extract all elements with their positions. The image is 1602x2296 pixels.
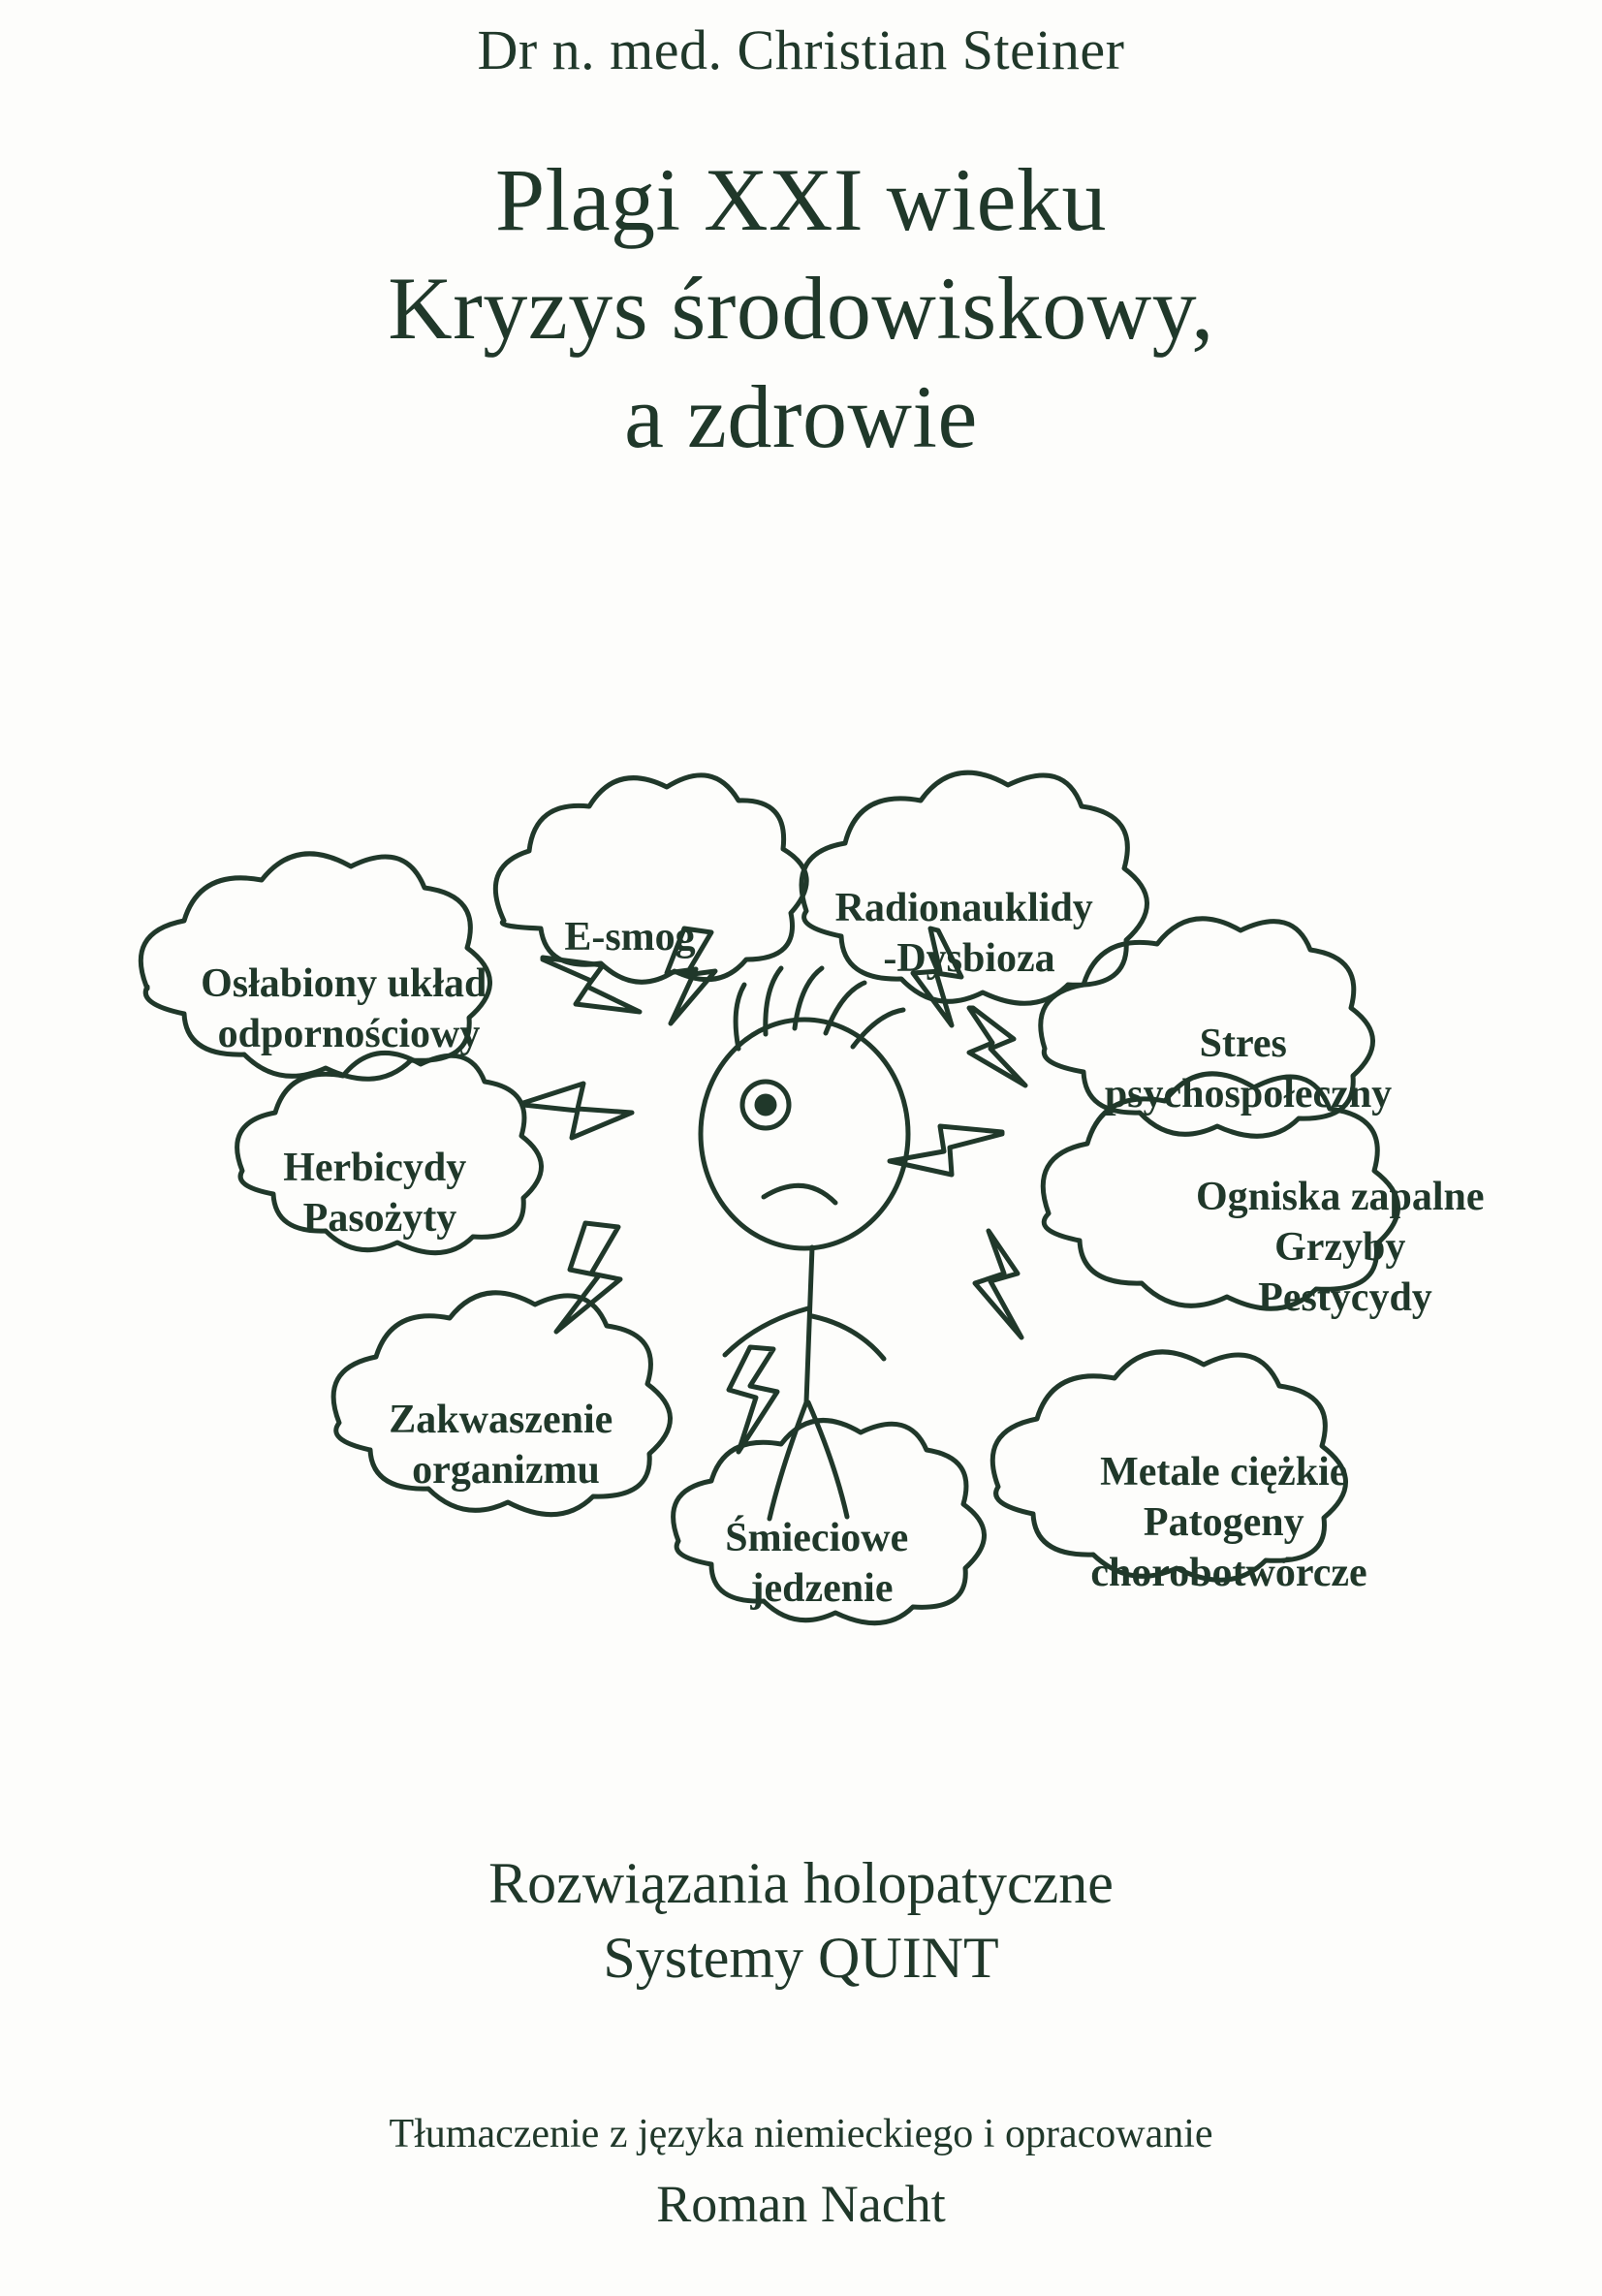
cloud-label-metale: Metale ciężkie Patogeny chorobotwórcze bbox=[1090, 1450, 1367, 1595]
author-name: Dr n. med. Christian Steiner bbox=[477, 18, 1125, 81]
cloud-label-stres: Stres psychospołeczny bbox=[1104, 1022, 1393, 1117]
title-line-2: Kryzys środowiskowy, bbox=[388, 259, 1214, 359]
cloud-label-radionuklidy: Radionauklidy -Dysbioza bbox=[834, 886, 1093, 981]
cloud-label-ogniska: Ogniska zapalne Grzyby Pestycydy bbox=[1195, 1175, 1485, 1320]
title-line-1: Plagi XXI wieku bbox=[495, 150, 1107, 249]
cover-illustration bbox=[0, 669, 1602, 1735]
page-title bbox=[0, 145, 1602, 472]
stick-figure-body bbox=[725, 1247, 884, 1519]
stick-figure-mouth bbox=[764, 1185, 835, 1203]
stick-figure-head bbox=[701, 1020, 908, 1248]
translation-credit bbox=[0, 2108, 1602, 2239]
cloud-label-e-smog: E-smog bbox=[564, 915, 696, 959]
stick-figure-hair bbox=[736, 968, 903, 1049]
translation-note: Tłumaczenie z języka niemieckiego i opracowanie bbox=[389, 2112, 1213, 2156]
title-line-3: a zdrowie bbox=[624, 367, 978, 467]
subtitle bbox=[0, 1846, 1602, 1996]
subtitle-line-2: Systemy QUINT bbox=[603, 1925, 999, 1990]
translator-name: Roman Nacht bbox=[656, 2174, 946, 2233]
cloud-label-oslabiony: Osłabiony układ odpornościowy bbox=[201, 961, 487, 1056]
stick-figure-eye bbox=[742, 1082, 789, 1128]
cloud-label-zakwaszenie: Zakwaszenie organizmu bbox=[389, 1398, 613, 1493]
subtitle-line-1: Rozwiązania holopatyczne bbox=[488, 1851, 1114, 1915]
cloud-label-herbicydy: Herbicydy Pasożyty bbox=[283, 1146, 467, 1241]
cloud-label-smieciowe: Śmieciowe jedzenie bbox=[725, 1516, 909, 1611]
